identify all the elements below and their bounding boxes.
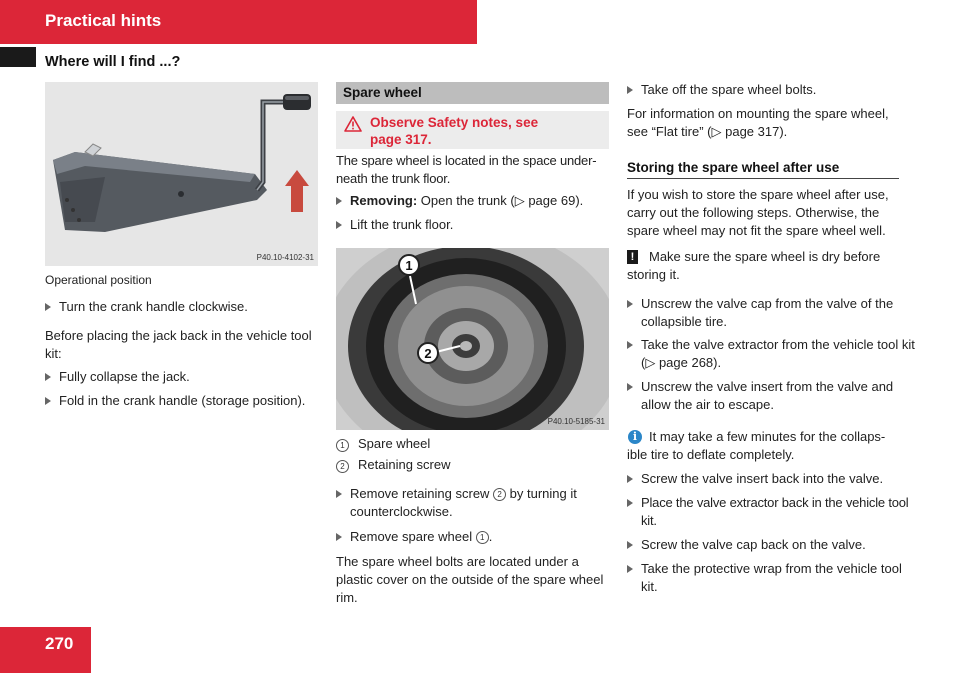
bullet-arrow-icon	[336, 533, 342, 541]
jack-storage-intro: Before placing the jack back in the vehicle tool kit:	[45, 328, 312, 361]
spare-wheel-illustration	[336, 248, 609, 430]
legend-label: Spare wheel	[358, 436, 431, 451]
bullet-arrow-icon	[627, 300, 633, 308]
legend-number: 2	[336, 460, 349, 473]
bullet-arrow-icon	[627, 541, 633, 549]
deflate-info: It may take a few minutes for the collaps-ible tire to deflate completely.	[627, 429, 886, 462]
page-subtitle: Where will I find ...?	[45, 54, 181, 70]
callout-1: 1	[405, 258, 413, 273]
step-remove-wheel: Remove spare wheel 1 .	[336, 528, 620, 546]
warning-triangle-icon	[344, 116, 362, 132]
step-remove-screw: Remove retaining screw 2 by turning it counterclockwise.	[336, 485, 620, 521]
jack-figure	[45, 82, 318, 266]
section-title: Practical hints	[45, 11, 162, 30]
bullet-arrow-icon	[627, 86, 633, 94]
legend-label: Retaining screw	[358, 457, 451, 472]
section-heading-bar	[336, 82, 609, 104]
bullet-arrow-icon	[627, 341, 633, 349]
figure-code: P40.10-5185-31	[547, 417, 605, 426]
page-tab-marker	[0, 47, 36, 67]
jack-illustration	[45, 82, 318, 266]
figure-caption: Operational position	[45, 273, 152, 287]
spare-wheel-location: The spare wheel is located in the space under-neath the trunk floor.	[336, 153, 597, 186]
bullet-arrow-icon	[627, 499, 633, 507]
warning-text[interactable]: Observe Safety notes, see page 317.	[370, 115, 539, 147]
dry-note: Make sure the spare wheel is dry before storing it.	[627, 249, 881, 282]
legend-number: 1	[336, 439, 349, 452]
step-screw-insert-back: Screw the valve insert back into the valve.	[627, 470, 917, 488]
bullet-arrow-icon	[336, 490, 342, 498]
bullet-arrow-icon	[627, 475, 633, 483]
step-unscrew-insert: Unscrew the valve insert from the valve and allow the air to escape.	[627, 378, 917, 414]
step-take-wrap: Take the protective wrap from the vehicle tool kit.	[627, 560, 917, 596]
step-take-off-bolts: Take off the spare wheel bolts.	[627, 81, 917, 99]
spare-wheel-figure	[336, 248, 609, 430]
step-collapse-jack: Fully collapse the jack.	[45, 368, 335, 386]
callout-ref: 1	[476, 531, 489, 544]
bullet-arrow-icon	[45, 303, 51, 311]
page-number: 270	[45, 634, 74, 653]
step-place-extractor-back: Place the valve extractor back in the vehicle tool kit.	[627, 494, 917, 530]
step-unscrew-valve-cap: Unscrew the valve cap from the valve of the collapsible tire.	[627, 295, 917, 331]
caution-icon: !	[627, 250, 638, 264]
bullet-arrow-icon	[627, 383, 633, 391]
step-fold-crank: Fold in the crank handle (storage position).	[45, 392, 335, 410]
step-open-trunk: Removing: Open the trunk (▷ page 69).	[336, 192, 626, 210]
bullet-arrow-icon	[45, 397, 51, 405]
step-take-extractor: Take the valve extractor from the vehicle tool kit (▷ page 268).	[627, 336, 917, 372]
wheel-bolts-location: The spare wheel bolts are located under a plastic cover on the outside of the spare wheel rim.	[336, 554, 604, 605]
bullet-arrow-icon	[336, 197, 342, 205]
bullet-arrow-icon	[45, 373, 51, 381]
bullet-arrow-icon	[627, 565, 633, 573]
step-screw-cap-back: Screw the valve cap back on the valve.	[627, 536, 917, 554]
callout-ref: 2	[493, 488, 506, 501]
bullet-arrow-icon	[336, 221, 342, 229]
storing-intro: If you wish to store the spare wheel after use, carry out the following steps. Otherwise, the spare wheel may not fit the spare wheel well.	[627, 187, 889, 238]
warning-box	[336, 111, 609, 149]
mounting-info: For information on mounting the spare wheel, see “Flat tire” (▷ page 317).	[627, 106, 889, 139]
step-turn-crank: Turn the crank handle clockwise.	[45, 298, 335, 316]
figure-code: P40.10-4102-31	[256, 253, 314, 262]
storing-heading: Storing the spare wheel after use	[627, 160, 899, 179]
section-heading: Spare wheel	[343, 85, 422, 100]
step-lift-floor: Lift the trunk floor.	[336, 216, 626, 234]
callout-2: 2	[424, 346, 432, 361]
info-icon: i	[628, 430, 642, 444]
